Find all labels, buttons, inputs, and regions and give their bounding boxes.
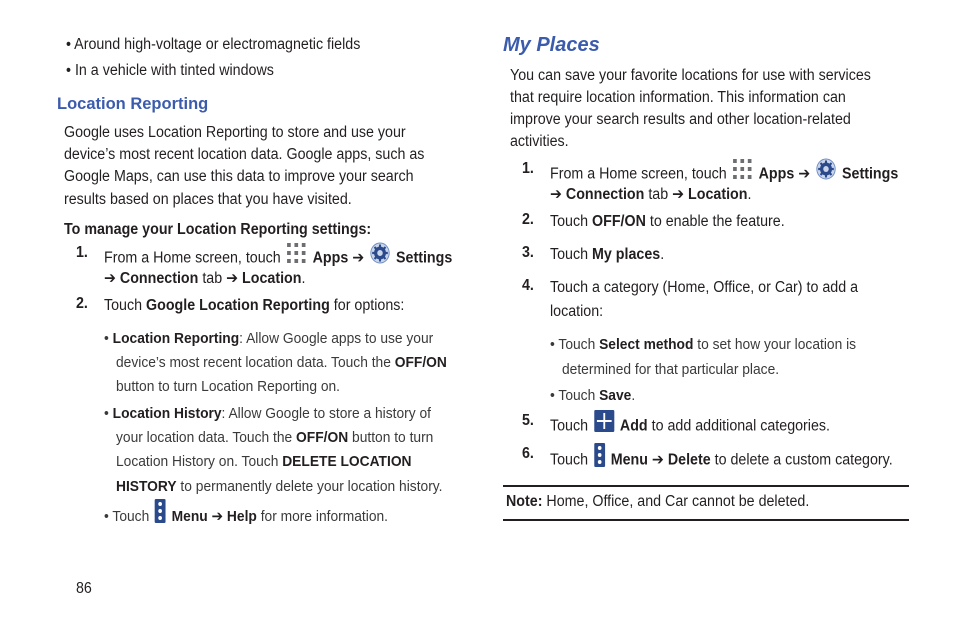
page-number: 86: [76, 580, 92, 597]
right-step4-number: 4.: [522, 277, 534, 294]
location-reporting-intro-line1: Google uses Location Reporting to store and use your: [64, 124, 406, 141]
left-step2-text: Touch Google Location Reporting for options:: [104, 297, 405, 314]
right-step5-number: 5.: [522, 412, 534, 429]
my-places-intro-line3: improve your search results and other location-related: [510, 111, 851, 128]
location-reporting-intro-line3: Google Maps, can use this data to improve your search: [64, 168, 414, 185]
sub-select-method-line2: determined for that particular place.: [562, 361, 780, 378]
my-places-heading: My Places: [503, 34, 600, 56]
right-step3-number: 3.: [522, 244, 534, 261]
manage-settings-label: To manage your Location Reporting settings:: [64, 221, 372, 238]
menu-dots-icon: [155, 499, 166, 531]
bullet-tinted-windows: • In a vehicle with tinted windows: [66, 62, 274, 79]
location-reporting-intro-line4: results based on places that you have visited.: [64, 191, 352, 208]
right-step1-line1: From a Home screen, touch Apps ➔ Settings: [550, 160, 898, 189]
menu-dots-icon: [594, 443, 605, 474]
right-step6-number: 6.: [522, 445, 534, 462]
settings-gear-icon: [816, 158, 836, 187]
add-plus-icon: [594, 410, 614, 439]
sub-location-reporting-line3: button to turn Location Reporting on.: [116, 378, 341, 395]
location-reporting-intro-line2: device’s most recent location data. Google apps, such as: [64, 146, 425, 163]
right-step3-text: Touch My places.: [550, 246, 665, 263]
my-places-intro-line4: activities.: [510, 133, 569, 150]
note-top-rule: [503, 485, 909, 487]
settings-gear-icon: [370, 242, 390, 271]
sub-menu-help: • Touch Menu ➔ Help for more information.: [104, 501, 388, 533]
right-step5-text: Touch Add to add additional categories.: [550, 412, 830, 441]
right-step2-text: Touch OFF/ON to enable the feature.: [550, 213, 785, 230]
sub-location-history-line3: Location History on. Touch DELETE LOCATION: [116, 453, 412, 470]
sub-location-history-line4: HISTORY to permanently delete your location history.: [116, 478, 443, 495]
right-step6-text: Touch Menu ➔ Delete to delete a custom category.: [550, 445, 893, 476]
right-step4-line2: location:: [550, 303, 604, 320]
sub-location-history-line1: • Location History: Allow Google to store a history of: [104, 405, 431, 422]
sub-location-history-line2: your location data. Touch the OFF/ON button to turn: [116, 429, 434, 446]
right-step1-number: 1.: [522, 160, 534, 177]
note-text: Note: Home, Office, and Car cannot be deleted.: [506, 493, 810, 510]
left-step1-line2: ➔ Connection tab ➔ Location.: [104, 270, 306, 287]
sub-location-reporting-line1: • Location Reporting: Allow Google apps to use your: [104, 330, 434, 347]
sub-save: • Touch Save.: [550, 387, 636, 404]
bullet-high-voltage: • Around high-voltage or electromagnetic fields: [66, 36, 361, 53]
note-bottom-rule: [503, 519, 909, 521]
sub-select-method-line1: • Touch Select method to set how your location is: [550, 336, 857, 353]
right-step2-number: 2.: [522, 211, 534, 228]
my-places-intro-line1: You can save your favorite locations for use with services: [510, 67, 871, 84]
left-step1-line1: From a Home screen, touch Apps ➔ Settings: [104, 244, 452, 273]
left-step2-number: 2.: [76, 295, 88, 312]
sub-location-reporting-line2: device’s most recent location data. Touch the OFF/ON: [116, 354, 447, 371]
right-step4-line1: Touch a category (Home, Office, or Car) to add a: [550, 279, 859, 296]
right-step1-line2: ➔ Connection tab ➔ Location.: [550, 186, 752, 203]
left-step1-number: 1.: [76, 244, 88, 261]
apps-grid-icon: [733, 158, 753, 187]
apps-grid-icon: [287, 242, 307, 271]
location-reporting-heading: Location Reporting: [57, 95, 209, 113]
my-places-intro-line2: that require location information. This information can: [510, 89, 846, 106]
